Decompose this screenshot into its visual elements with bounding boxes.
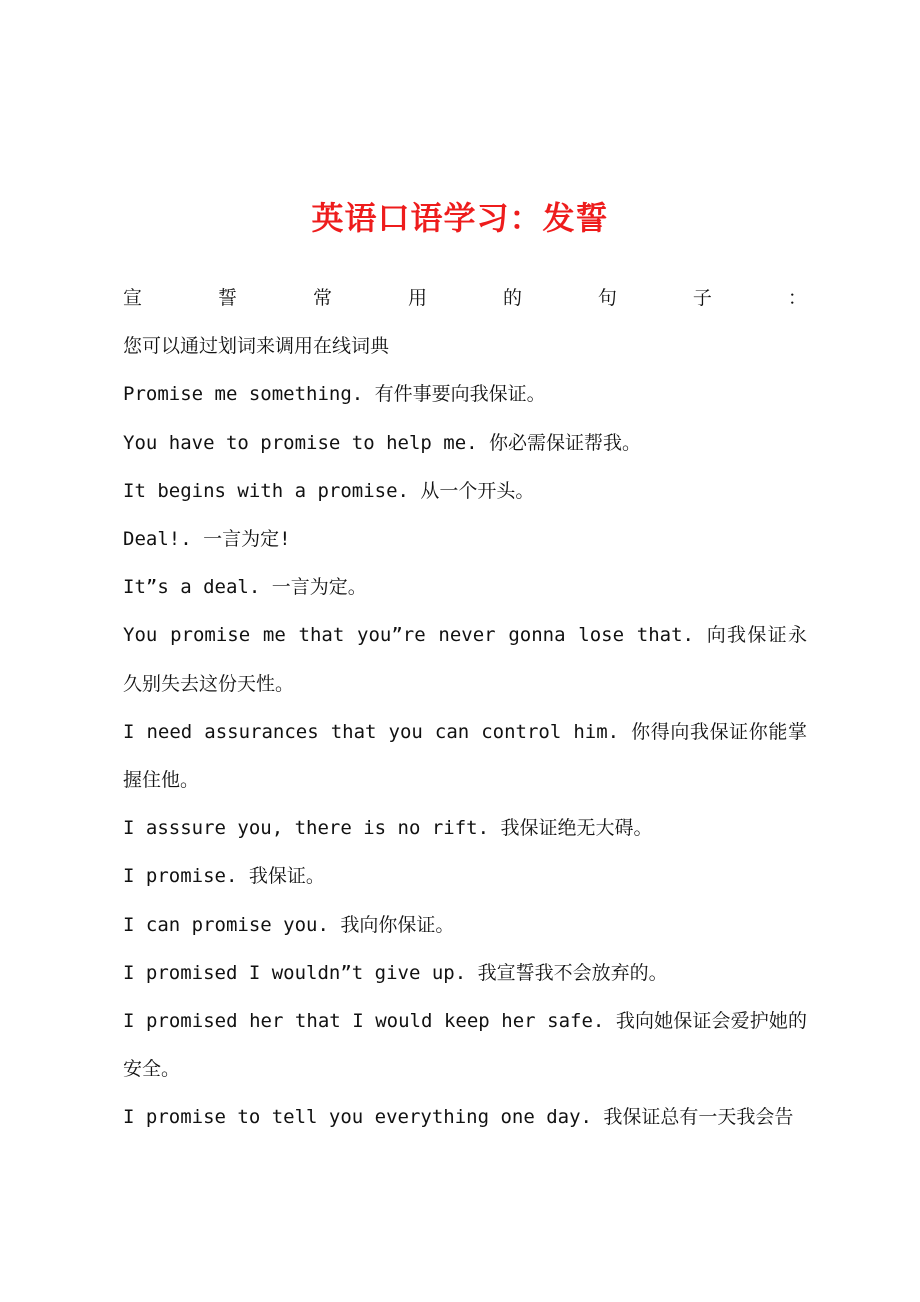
sentence: I need assurances that you can control him. 你得向我保证你能掌握住他。 xyxy=(123,720,807,791)
sentence: You promise me that you”re never gonna lose that. 向我保证永久别失去这份天性。 xyxy=(123,624,807,695)
sentence: I promise. 我保证。 xyxy=(123,865,325,888)
sentence: It”s a deal. 一言为定。 xyxy=(123,576,367,599)
sentence: You have to promise to help me. 你必需保证帮我。 xyxy=(123,431,642,454)
heading-char: 的 xyxy=(502,287,522,309)
sentence: I promised her that I would keep her safe. 我向她保证会爱护她的安全。 xyxy=(123,1009,807,1081)
document-body xyxy=(123,274,807,1141)
sentence: Deal!. 一言为定! xyxy=(123,527,291,550)
heading-char: 句 xyxy=(597,287,617,309)
sentence: It begins with a promise. 从一个开头。 xyxy=(123,479,535,502)
heading-char: ： xyxy=(787,287,807,309)
sentence: I can promise you. 我向你保证。 xyxy=(123,913,455,936)
heading-char: 用 xyxy=(407,287,427,309)
section-heading xyxy=(123,274,807,322)
sentence: Promise me something. 有件事要向我保证。 xyxy=(123,383,546,406)
dictionary-note: 您可以通过划词来调用在线词典 xyxy=(123,335,390,358)
heading-char: 宣 xyxy=(123,287,143,309)
heading-char: 子 xyxy=(692,287,712,309)
heading-char: 常 xyxy=(312,287,332,309)
sentence: I asssure you, there is no rift. 我保证绝无大碍。 xyxy=(123,817,653,840)
sentence: I promise to tell you everything one day. 我保证总有一天我会告 xyxy=(123,1106,794,1129)
document-title: 英语口语学习：发誓 xyxy=(311,199,609,237)
heading-char: 誓 xyxy=(217,287,237,309)
sentence: I promised I wouldn”t give up. 我宣誓我不会放弃的。 xyxy=(123,961,668,984)
